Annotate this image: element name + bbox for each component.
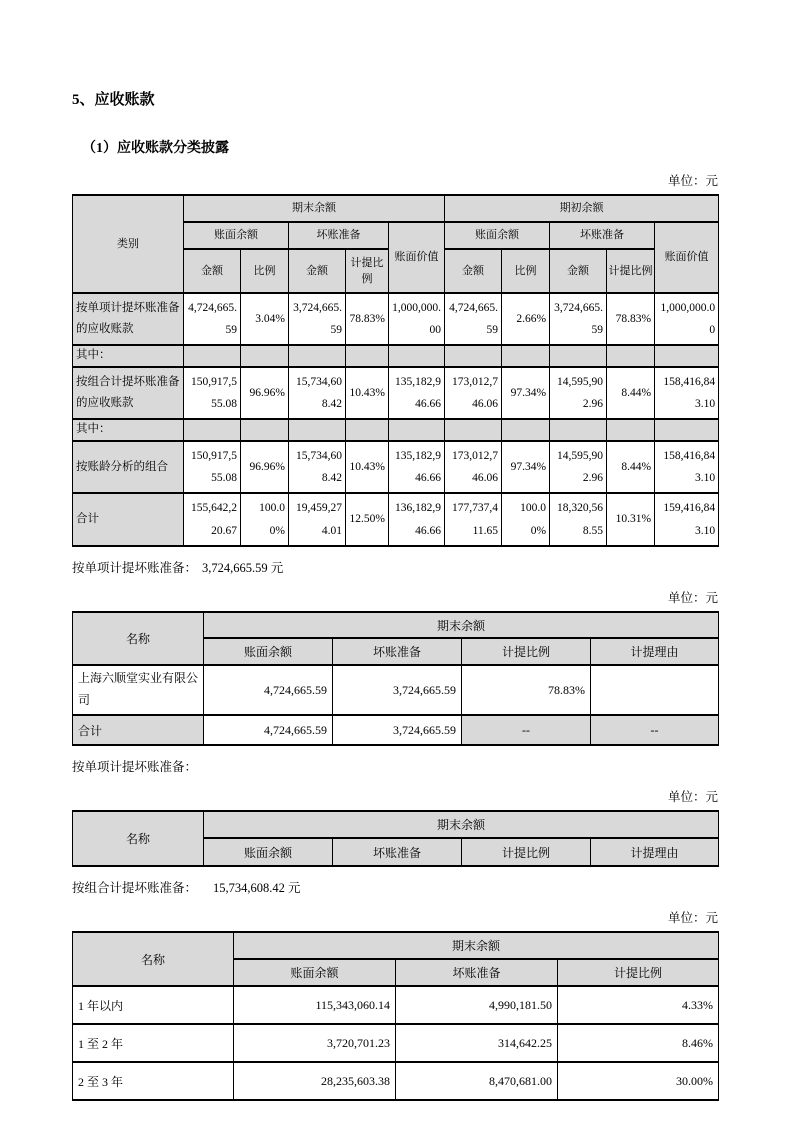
row-label: 2 至 3 年 (73, 1062, 234, 1100)
cell-value: 1,000,000.00 (389, 293, 445, 345)
cell-value: 8.44% (607, 441, 655, 493)
column-header-name: 名称 (73, 612, 204, 665)
row-label: 其中： (73, 345, 184, 367)
empty-cell (607, 419, 655, 441)
empty-cell (550, 419, 607, 441)
cell-value: 96.96% (241, 441, 289, 493)
cell-value: 115,343,060.14 (234, 986, 396, 1024)
row-label: 合计 (73, 493, 184, 546)
column-header-name: 名称 (73, 811, 204, 866)
cell-value: 158,416,843.10 (655, 367, 719, 419)
unit-label: 单位：元 (667, 591, 718, 605)
cell-value: 100.00% (502, 493, 550, 546)
column-header-amount: 金额 (289, 249, 346, 293)
row-label: 合计 (73, 715, 204, 745)
table-row (73, 419, 719, 441)
cell-value: 78.83% (607, 293, 655, 345)
cell-value: 78.83% (346, 293, 389, 345)
unit-label: 单位：元 (667, 790, 718, 804)
cell-value: 135,182,946.66 (389, 441, 445, 493)
empty-cell (607, 345, 655, 367)
table-row (73, 986, 719, 1024)
cell-value: 97.34% (502, 367, 550, 419)
cell-value: 173,012,746.06 (445, 441, 502, 493)
column-header-provision-reason: 计提理由 (591, 638, 719, 665)
empty-cell (184, 345, 241, 367)
cell-value: 3,724,665.59 (333, 665, 462, 715)
column-header-provision-ratio: 计提比例 (558, 959, 719, 986)
table-header-row (73, 811, 719, 838)
column-header-provision-ratio: 计提比例 (462, 838, 591, 866)
empty-cell (502, 345, 550, 367)
cell-value: 10.43% (346, 441, 389, 493)
note-value: 15,734,608.42 元 (213, 881, 301, 895)
column-header-provision-ratio: 计提比例 (462, 638, 591, 665)
cell-value: 28,235,603.38 (234, 1062, 396, 1100)
column-header-amount: 金额 (184, 249, 241, 293)
table-header-row (73, 932, 719, 959)
section-heading: 5、应收账款 (72, 92, 155, 108)
row-label: 其中： (73, 419, 184, 441)
column-header-provision-ratio: 计提比例 (346, 249, 389, 293)
empty-cell (550, 345, 607, 367)
cell-value: 3,720,701.23 (234, 1024, 396, 1062)
column-header-book-balance: 账面余额 (184, 222, 289, 249)
cell-value: 1,000,000.00 (655, 293, 719, 345)
column-header-provision-ratio: 计提比例 (607, 249, 655, 293)
empty-cell (346, 345, 389, 367)
table-row (73, 1062, 719, 1100)
cell-value: -- (462, 715, 591, 745)
cell-value: 159,416,843.10 (655, 493, 719, 546)
cell-value: 12.50% (346, 493, 389, 546)
column-header-book-balance: 账面余额 (204, 638, 333, 665)
cell-value: -- (591, 715, 719, 745)
portfolio-provision-note (72, 878, 718, 896)
cell-value: 8.44% (607, 367, 655, 419)
cell-value: 155,642,220.67 (184, 493, 241, 546)
cell-value: 15,734,608.42 (289, 441, 346, 493)
column-header-provision-reason: 计提理由 (591, 838, 719, 866)
cell-value: 19,459,274.01 (289, 493, 346, 546)
cell-value: 150,917,555.08 (184, 367, 241, 419)
empty-cell (184, 419, 241, 441)
empty-cell (445, 419, 502, 441)
receivables-classification-table (72, 194, 719, 547)
cell-value: 15,734,608.42 (289, 367, 346, 419)
individual-provision-empty-table (72, 810, 719, 867)
cell-value: 96.96% (241, 367, 289, 419)
cell-value: 4,724,665.59 (445, 293, 502, 345)
cell-value: 173,012,746.06 (445, 367, 502, 419)
note-value: 3,724,665.59 元 (202, 561, 284, 575)
cell-value: 136,182,946.66 (389, 493, 445, 546)
table-total-row (73, 493, 719, 546)
cell-value: 8,470,681.00 (396, 1062, 558, 1100)
row-label: 1 至 2 年 (73, 1024, 234, 1062)
column-header-ratio: 比例 (241, 249, 289, 293)
row-label: 按组合计提坏账准备的应收账款 (73, 367, 184, 419)
unit-label: 单位：元 (667, 911, 718, 925)
cell-value: 4,724,665.59 (204, 665, 333, 715)
cell-value: 78.83% (462, 665, 591, 715)
column-header-ending-balance: 期末余额 (184, 195, 445, 222)
table-row (73, 441, 719, 493)
empty-cell (502, 419, 550, 441)
table-row (73, 345, 719, 367)
column-header-bad-debt-provision: 坏账准备 (550, 222, 655, 249)
column-header-bad-debt-provision: 坏账准备 (396, 959, 558, 986)
cell-value: 150,917,555.08 (184, 441, 241, 493)
column-header-ratio: 比例 (502, 249, 550, 293)
empty-cell (655, 345, 719, 367)
column-header-book-value: 账面价值 (655, 222, 719, 293)
row-label: 1 年以内 (73, 986, 234, 1024)
column-header-bad-debt-provision: 坏账准备 (333, 838, 462, 866)
table-total-row (73, 715, 719, 745)
empty-cell (241, 419, 289, 441)
column-header-bad-debt-provision: 坏账准备 (289, 222, 389, 249)
cell-value: 8.46% (558, 1024, 719, 1062)
empty-cell (389, 345, 445, 367)
column-header-ending-balance: 期末余额 (204, 612, 719, 638)
column-header-beginning-balance: 期初余额 (445, 195, 719, 222)
cell-value: 314,642.25 (396, 1024, 558, 1062)
aging-portfolio-table (72, 931, 719, 1101)
table-row (73, 293, 719, 345)
column-header-book-balance: 账面余额 (204, 838, 333, 866)
table-row (73, 665, 719, 715)
empty-cell (289, 419, 346, 441)
cell-value: 158,416,843.10 (655, 441, 719, 493)
table-header-row (73, 195, 719, 222)
row-label: 按账龄分析的组合 (73, 441, 184, 493)
empty-cell (289, 345, 346, 367)
cell-value: 14,595,902.96 (550, 441, 607, 493)
table-row (73, 367, 719, 419)
table-row (73, 1024, 719, 1062)
individual-provision-note-2 (72, 757, 718, 775)
cell-value: 3.04% (241, 293, 289, 345)
column-header-bad-debt-provision: 坏账准备 (333, 638, 462, 665)
column-header-ending-balance: 期末余额 (204, 811, 719, 838)
cell-value: 30.00% (558, 1062, 719, 1100)
cell-value: 10.31% (607, 493, 655, 546)
individual-provision-table (72, 611, 719, 746)
cell-value: 177,737,411.65 (445, 493, 502, 546)
row-label: 上海六顺堂实业有限公司 (73, 665, 204, 715)
empty-cell (346, 419, 389, 441)
cell-value: 3,724,665.59 (289, 293, 346, 345)
cell-value: 4,724,665.59 (204, 715, 333, 745)
column-header-name: 名称 (73, 932, 234, 986)
column-header-category: 类别 (73, 195, 184, 293)
cell-value: 3,724,665.59 (550, 293, 607, 345)
cell-value: 97.34% (502, 441, 550, 493)
note-label: 按组合计提坏账准备： (72, 881, 198, 895)
cell-value: 135,182,946.66 (389, 367, 445, 419)
column-header-book-balance: 账面余额 (234, 959, 396, 986)
empty-cell (389, 419, 445, 441)
column-header-amount: 金额 (550, 249, 607, 293)
column-header-book-balance: 账面余额 (445, 222, 550, 249)
row-label: 按单项计提坏账准备的应收账款 (73, 293, 184, 345)
table-header-row (73, 612, 719, 638)
cell-value: 18,320,568.55 (550, 493, 607, 546)
individual-provision-note (72, 558, 718, 576)
cell-value: 100.00% (241, 493, 289, 546)
cell-value: 4,990,181.50 (396, 986, 558, 1024)
cell-value: 2.66% (502, 293, 550, 345)
note-label: 按单项计提坏账准备： (72, 561, 198, 575)
subsection-heading: （1）应收账款分类披露 (82, 141, 229, 156)
column-header-book-value: 账面价值 (389, 222, 445, 293)
empty-cell (241, 345, 289, 367)
note-label: 按单项计提坏账准备： (72, 760, 198, 774)
empty-cell (591, 665, 719, 715)
empty-cell (655, 419, 719, 441)
cell-value: 10.43% (346, 367, 389, 419)
cell-value: 4,724,665.59 (184, 293, 241, 345)
column-header-ending-balance: 期末余额 (234, 932, 719, 959)
unit-label: 单位：元 (667, 174, 718, 188)
cell-value: 4.33% (558, 986, 719, 1024)
cell-value: 3,724,665.59 (333, 715, 462, 745)
column-header-amount: 金额 (445, 249, 502, 293)
empty-cell (445, 345, 502, 367)
cell-value: 14,595,902.96 (550, 367, 607, 419)
